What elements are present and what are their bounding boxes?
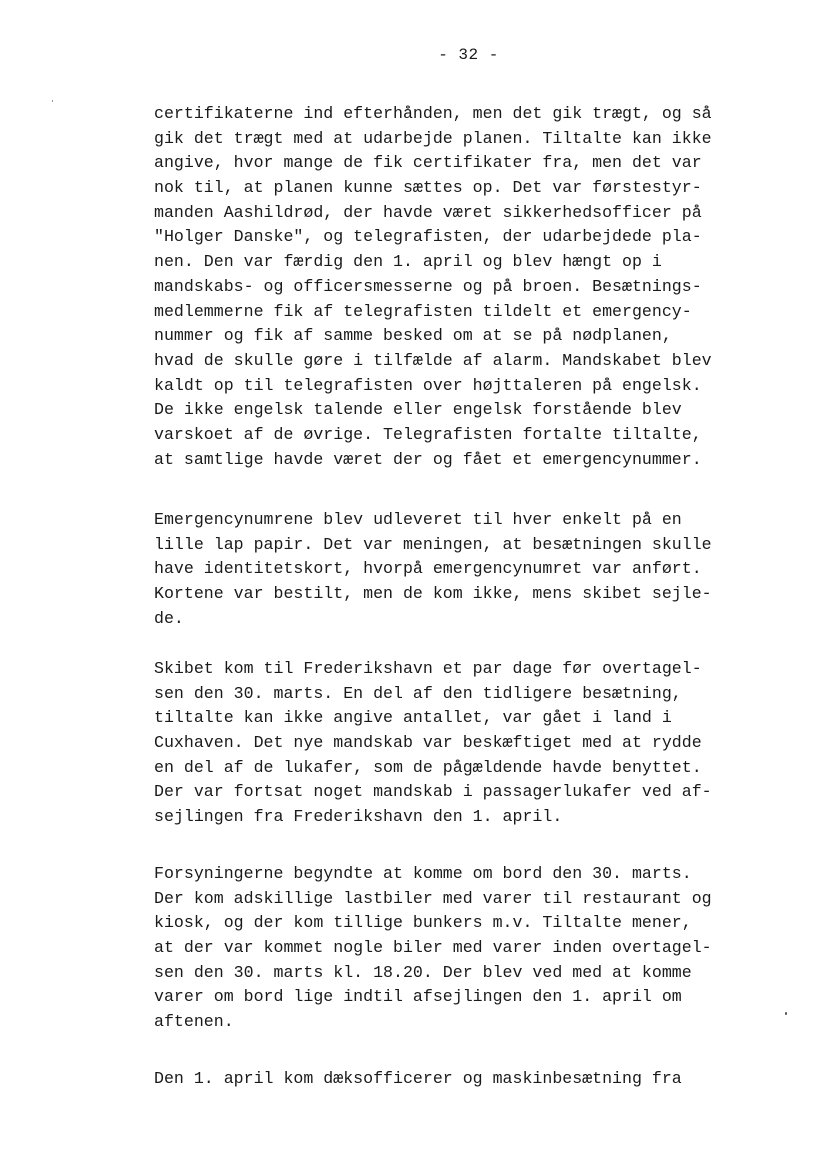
text-line: gik det trægt med at udarbejde planen. Tiltalte kan ikke: [154, 128, 712, 148]
text-line: mandskabs- og officersmesserne og på broen. Besætnings-: [154, 276, 702, 296]
text-line: medlemmerne fik af telegrafisten tildelt et emergency-: [154, 301, 692, 321]
text-line: varer om bord lige indtil afsejlingen den 1. april om: [154, 987, 682, 1007]
paragraph-4: [154, 862, 774, 1035]
text-line: kaldt op til telegrafisten over højttaleren på engelsk.: [154, 375, 702, 395]
text-line: de.: [154, 608, 184, 628]
text-line: Skibet kom til Frederikshavn et par dage før overtagel-: [154, 659, 702, 678]
text-line: certifikaterne ind efterhånden, men det gik trægt, og så: [154, 104, 712, 123]
paragraph-1: [154, 102, 774, 472]
text-line: aftenen.: [154, 1012, 234, 1032]
paragraph-5: [154, 1067, 774, 1092]
text-line: kiosk, og der kom tillige bunkers m.v. Tiltalte mener,: [154, 913, 692, 933]
text-line: have identitetskort, hvorpå emergencynumret var anført.: [154, 559, 702, 579]
text-line: at der var kommet nogle biler med varer inden overtagel-: [154, 938, 712, 958]
scan-speck: [52, 100, 53, 102]
text-line: Der var fortsat noget mandskab i passagerlukafer ved af-: [154, 782, 712, 802]
text-line: Der kom adskillige lastbiler med varer til restaurant og: [154, 888, 712, 908]
text-line: Kortene var bestilt, men de kom ikke, mens skibet sejle-: [154, 584, 712, 604]
text-line: sen den 30. marts kl. 18.20. Der blev ved med at komme: [154, 962, 692, 982]
text-line: at samtlige havde været der og fået et emergencynummer.: [154, 449, 702, 469]
text-line: lille lap papir. Det var meningen, at besætningen skulle: [154, 534, 712, 554]
page-number: - 32 -: [438, 46, 499, 64]
text-line: manden Aashildrød, der havde været sikkerhedsofficer på: [154, 202, 702, 222]
paragraph-2: [154, 508, 774, 631]
text-line: nok til, at planen kunne sættes op. Det var førstestyr-: [154, 178, 702, 198]
text-line: angive, hvor mange de fik certifikater fra, men det var: [154, 153, 702, 173]
text-line: en del af de lukafer, som de pågældende havde benyttet.: [154, 757, 702, 777]
scan-speck: [785, 1012, 787, 1015]
text-line: tiltalte kan ikke angive antallet, var gået i land i: [154, 708, 672, 728]
text-line: De ikke engelsk talende eller engelsk forstående blev: [154, 400, 682, 420]
text-line: Forsyningerne begyndte at komme om bord den 30. marts.: [154, 864, 692, 883]
text-line: Cuxhaven. Det nye mandskab var beskæftiget med at rydde: [154, 733, 702, 753]
text-line: varskoet af de øvrige. Telegrafisten fortalte tiltalte,: [154, 424, 702, 444]
text-line: hvad de skulle gøre i tilfælde af alarm. Mandskabet blev: [154, 350, 712, 370]
text-line: Den 1. april kom dæksofficerer og maskinbesætning fra: [154, 1069, 682, 1088]
text-line: sen den 30. marts. En del af den tidligere besætning,: [154, 683, 682, 703]
text-line: nummer og fik af samme besked om at se på nødplanen,: [154, 326, 672, 346]
paragraph-3: [154, 657, 774, 830]
text-line: sejlingen fra Frederikshavn den 1. april.: [154, 807, 563, 827]
text-line: "Holger Danske", og telegrafisten, der udarbejdede pla-: [154, 227, 702, 247]
text-line: nen. Den var færdig den 1. april og blev hængt op i: [154, 252, 662, 272]
text-line: Emergencynumrene blev udleveret til hver enkelt på en: [154, 510, 682, 529]
